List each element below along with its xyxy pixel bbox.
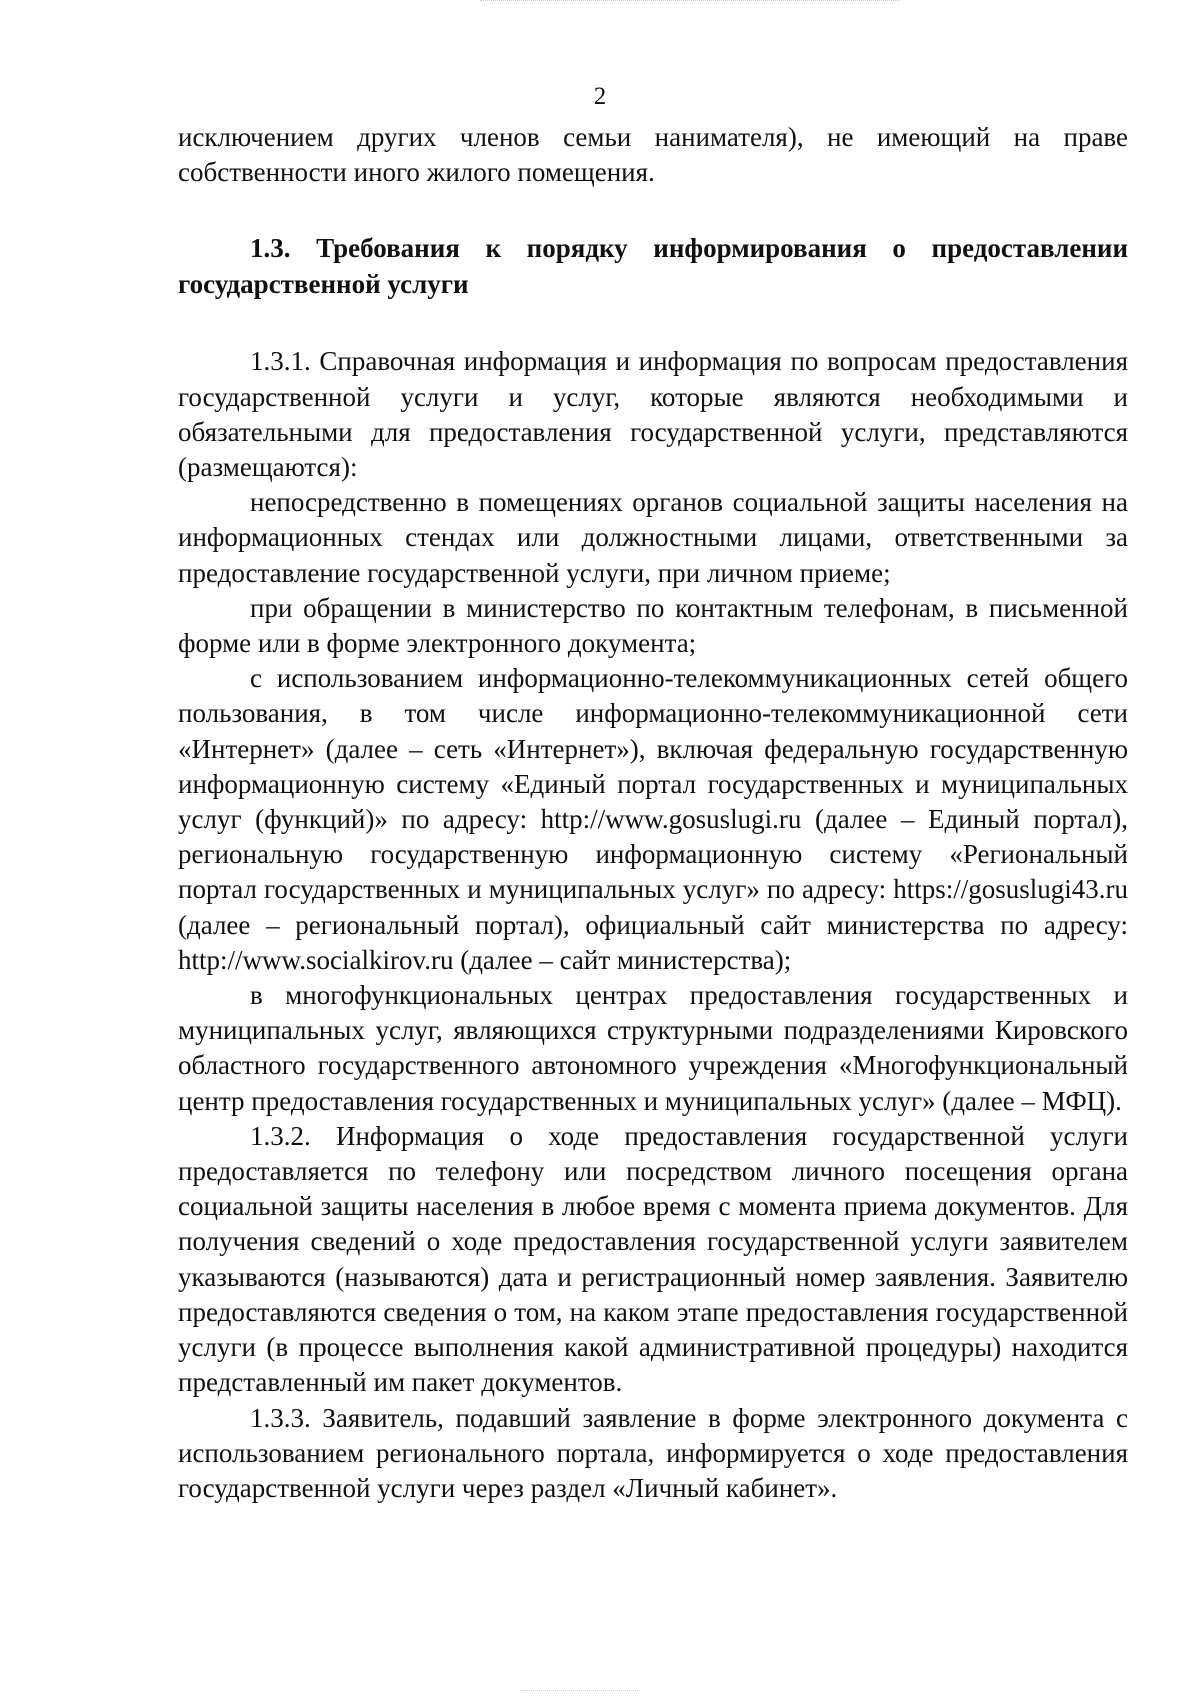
paragraph-1-3-1: 1.3.1. Справочная информация и информация по вопросам предоставления государственной услуги и услуг, которые являются необходимыми и обязательными для предоставления государственной услуги, представляются (размещаются): — [178, 346, 1128, 483]
paragraph-1-3-2: 1.3.2. Информация о ходе предоставления государственной услуги предоставляется по телефону или посредством личного посещения органа социальной защиты населения в любое время с момента приема документов. Для получения сведений о ходе предоставления государственной услуги заявителем указываются (называются) дата и регистрационный номер заявления. Заявителю предоставляются сведения о том, на каком этапе предоставления государственной услуги (в процессе выполнения какой административной процедуры) находится представленный им пакет документов. — [178, 1120, 1128, 1398]
paragraph-mfc: в многофункциональных центрах предоставления государственных и муниципальных услуг, являющихся структурными подразделениями Кировского областного государственного автономного учреждения «Многофункциональный центр предоставления государственных и муниципальных услуг» (далее – МФЦ). — [178, 980, 1128, 1116]
paragraph-ministry-contact: при обращении в министерство по контактным телефонам, в письменной форме или в форме электронного документа; — [178, 592, 1128, 659]
scan-artifact-top — [480, 0, 900, 5]
paragraph-internet: с использованием информационно-телекоммуникационных сетей общего пользования, в том числе информационно-телекоммуникационной сети «Интернет» (далее – сеть «Интернет»), включая федеральную государственную информационную систему «Единый портал государственных и муниципальных услуг (функций)» по адресу: http://www.gosuslugi.ru (далее – Единый портал), региональную государственную информационную систему «Региональный портал государственных и муниципальных услуг» по адресу: https://gosuslugi43.ru (далее – региональный портал), официальный сайт министерства по адресу: http://www.socialkirov.ru (далее – сайт министерства); — [178, 663, 1128, 975]
paragraph-1-3-3: 1.3.3. Заявитель, подавший заявление в форме электронного документа с использованием регионального портала, информируется о ходе предоставления государственной услуги через раздел «Личный кабинет». — [178, 1402, 1128, 1503]
section-heading: 1.3. Требования к порядку информирования о предоставлении государственной услуги — [178, 233, 1128, 300]
document-body — [178, 120, 1128, 1506]
paragraph-premises: непосредственно в помещениях органов социальной защиты населения на информационных стендах или должностными лицами, ответственными за предоставление государственной услуги, при личном приеме; — [178, 487, 1128, 588]
page-number: 2 — [593, 83, 607, 110]
scan-artifact-bottom — [520, 1690, 640, 1695]
continuation-paragraph: исключением других членов семьи нанимателя), не имеющий на праве собственности иного жилого помещения. — [178, 122, 1128, 188]
